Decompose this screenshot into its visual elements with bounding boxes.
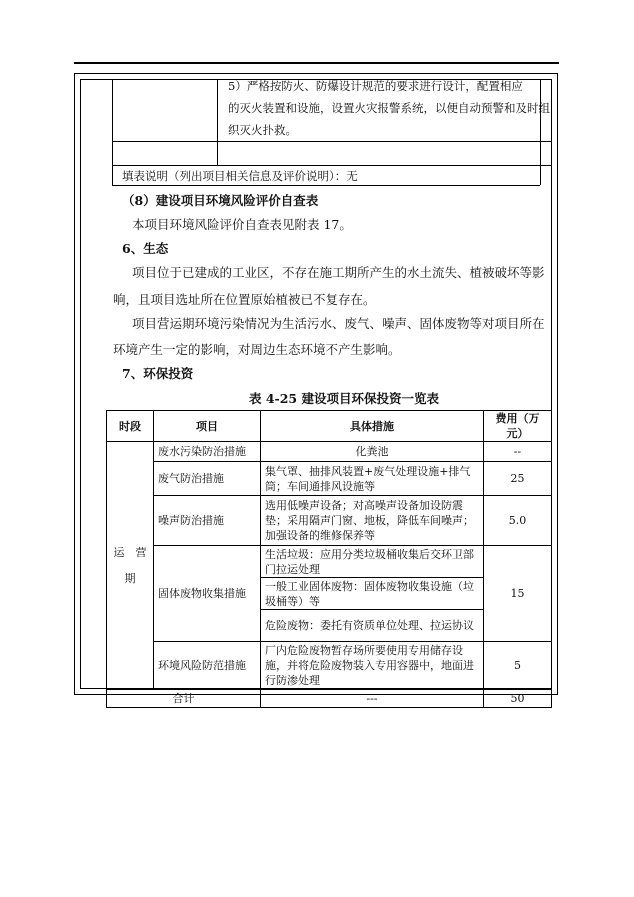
section6-para1-line2: 响，且项目选址所在位置原始植被已不复存在。 [113, 292, 376, 307]
total-label: 合计 [107, 690, 261, 708]
table-row [107, 546, 552, 578]
section6-para2-line1: 项目营运期环境污染情况为生活污水、废气、噪声、固体废物等对项目所在 [132, 316, 545, 331]
period-cell [107, 442, 154, 690]
header-cost: 费用（万元） [484, 411, 552, 442]
investment-table [106, 410, 552, 708]
table-header-row [107, 411, 552, 442]
measure-cell: 化粪池 [261, 442, 484, 462]
header-measure: 具体措施 [261, 411, 484, 442]
section7-heading: 7、环保投资 [122, 366, 194, 381]
table-total-row [107, 690, 552, 708]
cost-cell: 5 [484, 642, 552, 690]
measure-cell: 一般工业固体废物：固体废物收集设施（垃圾桶等）等 [261, 578, 484, 610]
top-box-rule-2 [112, 165, 552, 166]
section6-para1-line1: 项目位于已建成的工业区，不存在施工期所产生的水土流失、植被破坏等影 [132, 265, 545, 280]
item-cell: 环境风险防范措施 [154, 642, 261, 690]
top-box-divider-left-2 [112, 165, 113, 185]
measure-cell: 生活垃圾：应用分类垃圾桶收集后交环卫部门拉运处理 [261, 546, 484, 578]
table-row [107, 442, 552, 462]
fill-note: 填表说明（列出项目相关信息及评价说明）：无 [122, 169, 358, 183]
period-text: 运 营 期 [113, 545, 147, 585]
total-measure: --- [261, 690, 484, 708]
top-box-divider-right [540, 79, 541, 185]
header-rule [74, 62, 559, 64]
table-row [107, 462, 552, 496]
item-cell: 废气防治措施 [154, 462, 261, 496]
item-cell: 固体废物收集措施 [154, 546, 261, 642]
section8-text: 本项目环境风险评价自查表见附表 17。 [132, 217, 352, 232]
measure-line: 织灭火扑救。 [228, 123, 297, 137]
measure-cell: 选用低噪声设备；对高噪声设备加设防震垫；采用隔声门窗、地板，降低车间噪声；加强设备的维修保养等 [261, 496, 484, 546]
item-cell: 噪声防治措施 [154, 496, 261, 546]
total-cost: 50 [484, 690, 552, 708]
top-box-divider-mid [217, 79, 218, 165]
section6-para2-line2: 环境产生一定的影响，对周边生态环境不产生影响。 [113, 342, 401, 357]
section6-heading: 6、生态 [122, 241, 169, 256]
header-period: 时段 [107, 411, 154, 442]
table-row [107, 642, 552, 690]
top-box-rule [112, 141, 552, 142]
fire-measure-text [228, 75, 550, 141]
measure-cell: 厂内危险废物暂存场所要使用专用储存设施，并将危险废物装入专用容器中，地面进行防渗处理 [261, 642, 484, 690]
cost-cell: 25 [484, 462, 552, 496]
header-item: 项目 [154, 411, 261, 442]
measure-cell: 集气罩、抽排风装置+废气处理设施+排气筒；车间通排风设施等 [261, 462, 484, 496]
top-box-divider-left [112, 79, 113, 165]
measure-line: 5）严格按防火、防爆设计规范的要求进行设计，配置相应 [228, 79, 523, 93]
measure-line: 的灭火装置和设施，设置火灾报警系统，以便自动预警和及时组 [228, 101, 550, 115]
section8-heading: （8）建设项目环境风险评价自查表 [122, 193, 319, 208]
cost-cell: 5.0 [484, 496, 552, 546]
cost-cell: 15 [484, 546, 552, 642]
measure-cell: 危险废物：委托有资质单位处理、拉运协议 [261, 610, 484, 642]
table-caption: 表 4-25 建设项目环保投资一览表 [249, 391, 439, 406]
cost-cell: -- [484, 442, 552, 462]
item-cell: 废水污染防治措施 [154, 442, 261, 462]
table-row [107, 496, 552, 546]
